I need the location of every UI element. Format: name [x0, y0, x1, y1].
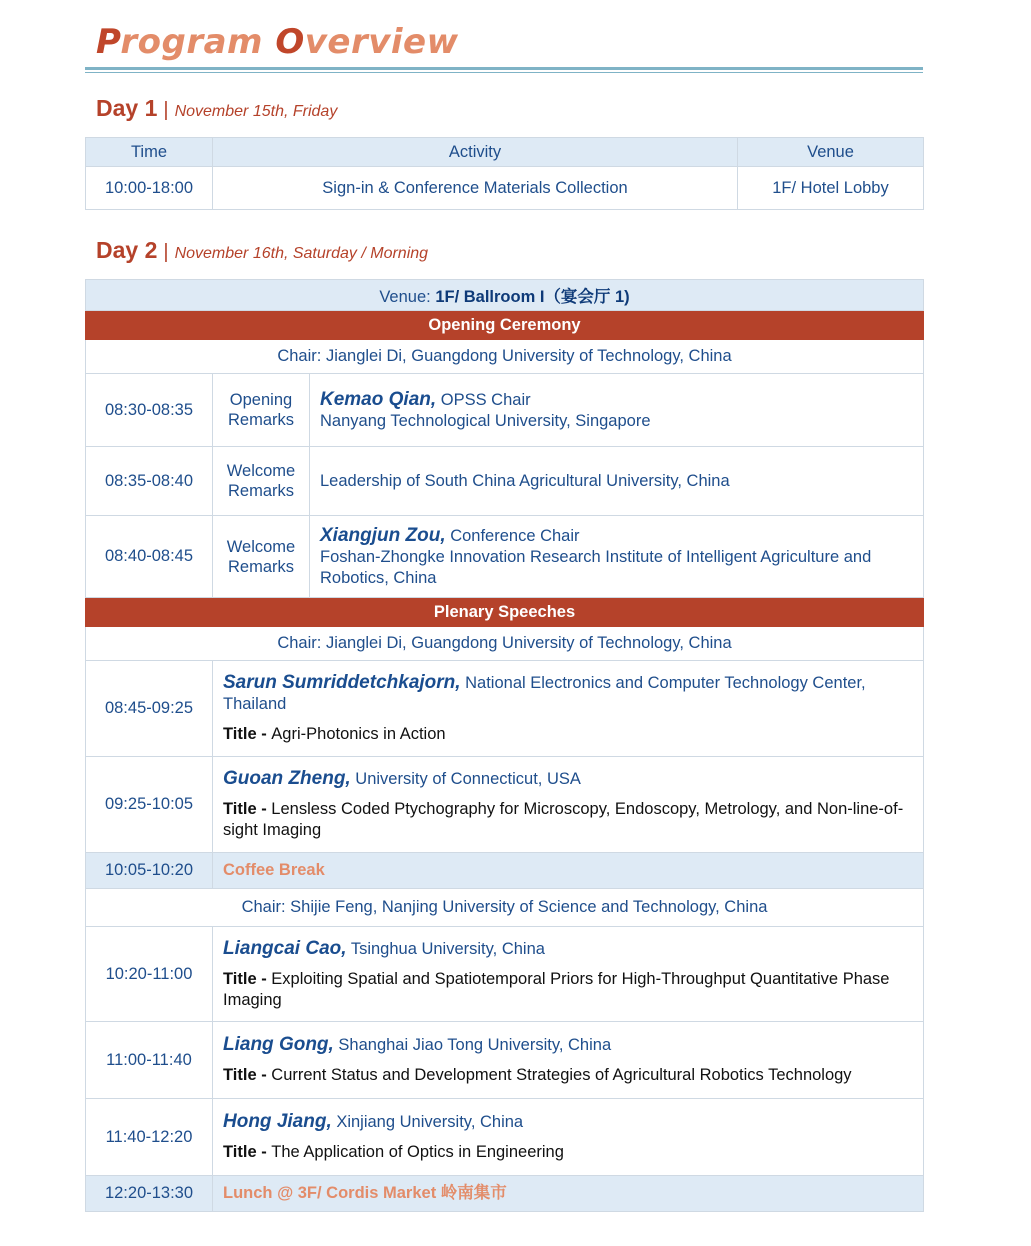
cell-activity: Opening Remarks	[213, 374, 310, 447]
table-row	[86, 516, 924, 598]
table-row	[86, 661, 924, 757]
section-header-opening: Opening Ceremony	[86, 311, 924, 340]
cell-talk: Hong Jiang, Xinjiang University, China Title - The Application of Optics in Engineering	[213, 1099, 924, 1176]
header-venue: Venue	[738, 138, 924, 167]
speaker-affiliation: National Electronics and Computer Technology Center, Thailand	[223, 674, 866, 713]
speaker-name: Sarun Sumriddetchkajorn,	[223, 672, 461, 693]
cell-speaker: Leadership of South China Agricultural University, China	[310, 447, 924, 516]
coffee-break-label: Coffee Break	[223, 861, 325, 879]
speaker-affiliation: Tsinghua University, China	[346, 939, 545, 958]
talk-title: The Application of Optics in Engineering	[271, 1143, 564, 1161]
speaker-name: Liang Gong,	[223, 1034, 334, 1055]
cell-time: 12:20-13:30	[86, 1176, 213, 1212]
cell-talk: Sarun Sumriddetchkajorn, National Electronics and Computer Technology Center, Thailand Title - Agri-Photonics in Action	[213, 661, 924, 757]
table-row	[86, 1022, 924, 1099]
lunch-label: Lunch @ 3F/ Cordis Market 岭南集市	[223, 1184, 507, 1202]
day1-heading: Day 1 | November 15th, Friday	[96, 95, 338, 121]
talk-title: Exploiting Spatial and Spatiotemporal Priors for High-Throughput Quantitative Phase Imaging	[223, 969, 890, 1009]
cell-time: 08:35-08:40	[86, 447, 213, 516]
talk-title: Current Status and Development Strategies of Agricultural Robotics Technology	[271, 1066, 852, 1084]
day1-date: November 15th, Friday	[174, 103, 338, 120]
cell-talk: Liangcai Cao, Tsinghua University, China Title - Exploiting Spatial and Spatiotemporal Priors for High-Throughput Quantitative Phase Imaging	[213, 927, 924, 1022]
cell-speaker: Xiangjun Zou, Conference Chair Foshan-Zhongke Innovation Research Institute of Intelligent Agriculture and Robotics, China	[310, 516, 924, 598]
day1-header-row	[86, 138, 924, 167]
venue-name: 1F/ Ballroom I（宴会厅 1)	[435, 288, 630, 306]
speaker-name: Kemao Qian,	[320, 388, 437, 410]
coffee-break-row	[86, 853, 924, 889]
cell-time: 08:30-08:35	[86, 374, 213, 447]
table-row	[86, 757, 924, 853]
speaker-name: Liangcai Cao,	[223, 937, 347, 959]
day2-date: November 16th, Saturday / Morning	[174, 245, 429, 262]
day2-table	[85, 279, 924, 1212]
cell-talk: Liang Gong, Shanghai Jiao Tong University, China Title - Current Status and Development Strategies of Agricultural Robotics Technology	[213, 1022, 924, 1099]
chair-row: Chair: Jianglei Di, Guangdong University of Technology, China	[86, 627, 924, 661]
talk-title: Lensless Coded Ptychography for Microscopy, Endoscopy, Metrology, and Non-line-of-sight Imaging	[223, 800, 904, 839]
chair-row: Chair: Jianglei Di, Guangdong University of Technology, China	[86, 340, 924, 374]
cell-venue: 1F/ Hotel Lobby	[738, 167, 924, 210]
speaker-name: Hong Jiang,	[223, 1111, 332, 1132]
cell-time: 10:20-11:00	[86, 927, 213, 1022]
day1-table	[85, 137, 924, 210]
table-row	[86, 167, 924, 210]
section-header-plenary: Plenary Speeches	[86, 598, 924, 627]
day2-heading: Day 2 | November 16th, Saturday / Morning	[96, 237, 429, 263]
cell-activity: Sign-in & Conference Materials Collection	[213, 167, 738, 210]
title-rule	[85, 67, 923, 70]
cell-activity: Welcome Remarks	[213, 516, 310, 598]
header-time: Time	[86, 138, 213, 167]
cell-activity: Welcome Remarks	[213, 447, 310, 516]
table-row	[86, 927, 924, 1022]
cell-time: 08:40-08:45	[86, 516, 213, 598]
cell-speaker: Kemao Qian, OPSS Chair Nanyang Technological University, Singapore	[310, 374, 924, 447]
cell-time: 10:05-10:20	[86, 853, 213, 889]
talk-title: Agri-Photonics in Action	[271, 725, 446, 743]
table-row	[86, 374, 924, 447]
speaker-name: Xiangjun Zou,	[320, 524, 446, 546]
title-rule-thin	[85, 72, 923, 73]
chair-row: Chair: Shijie Feng, Nanjing University of Science and Technology, China	[86, 889, 924, 927]
table-row	[86, 1099, 924, 1176]
page-title: Program Overview	[96, 22, 459, 62]
speaker-affiliation: University of Connecticut, USA	[350, 770, 581, 788]
cell-time: 11:40-12:20	[86, 1099, 213, 1176]
venue-row: Venue: 1F/ Ballroom I（宴会厅 1)	[86, 280, 924, 311]
header-activity: Activity	[213, 138, 738, 167]
speaker-affiliation: Nanyang Technological University, Singapore	[320, 411, 651, 430]
cell-time: 10:00-18:00	[86, 167, 213, 210]
cell-talk: Guoan Zheng, University of Connecticut, USA Title - Lensless Coded Ptychography for Microscopy, Endoscopy, Metrology, and Non-line-of-sight Imaging	[213, 757, 924, 853]
cell-time: 11:00-11:40	[86, 1022, 213, 1099]
speaker-affiliation: Foshan-Zhongke Innovation Research Institute of Intelligent Agriculture and Robotics, China	[320, 547, 872, 587]
lunch-row	[86, 1176, 924, 1212]
table-row	[86, 447, 924, 516]
cell-time: 09:25-10:05	[86, 757, 213, 853]
speaker-affiliation: Shanghai Jiao Tong University, China	[333, 1036, 612, 1054]
cell-time: 08:45-09:25	[86, 661, 213, 757]
speaker-name: Guoan Zheng,	[223, 768, 351, 789]
speaker-affiliation: Xinjiang University, China	[331, 1113, 524, 1131]
